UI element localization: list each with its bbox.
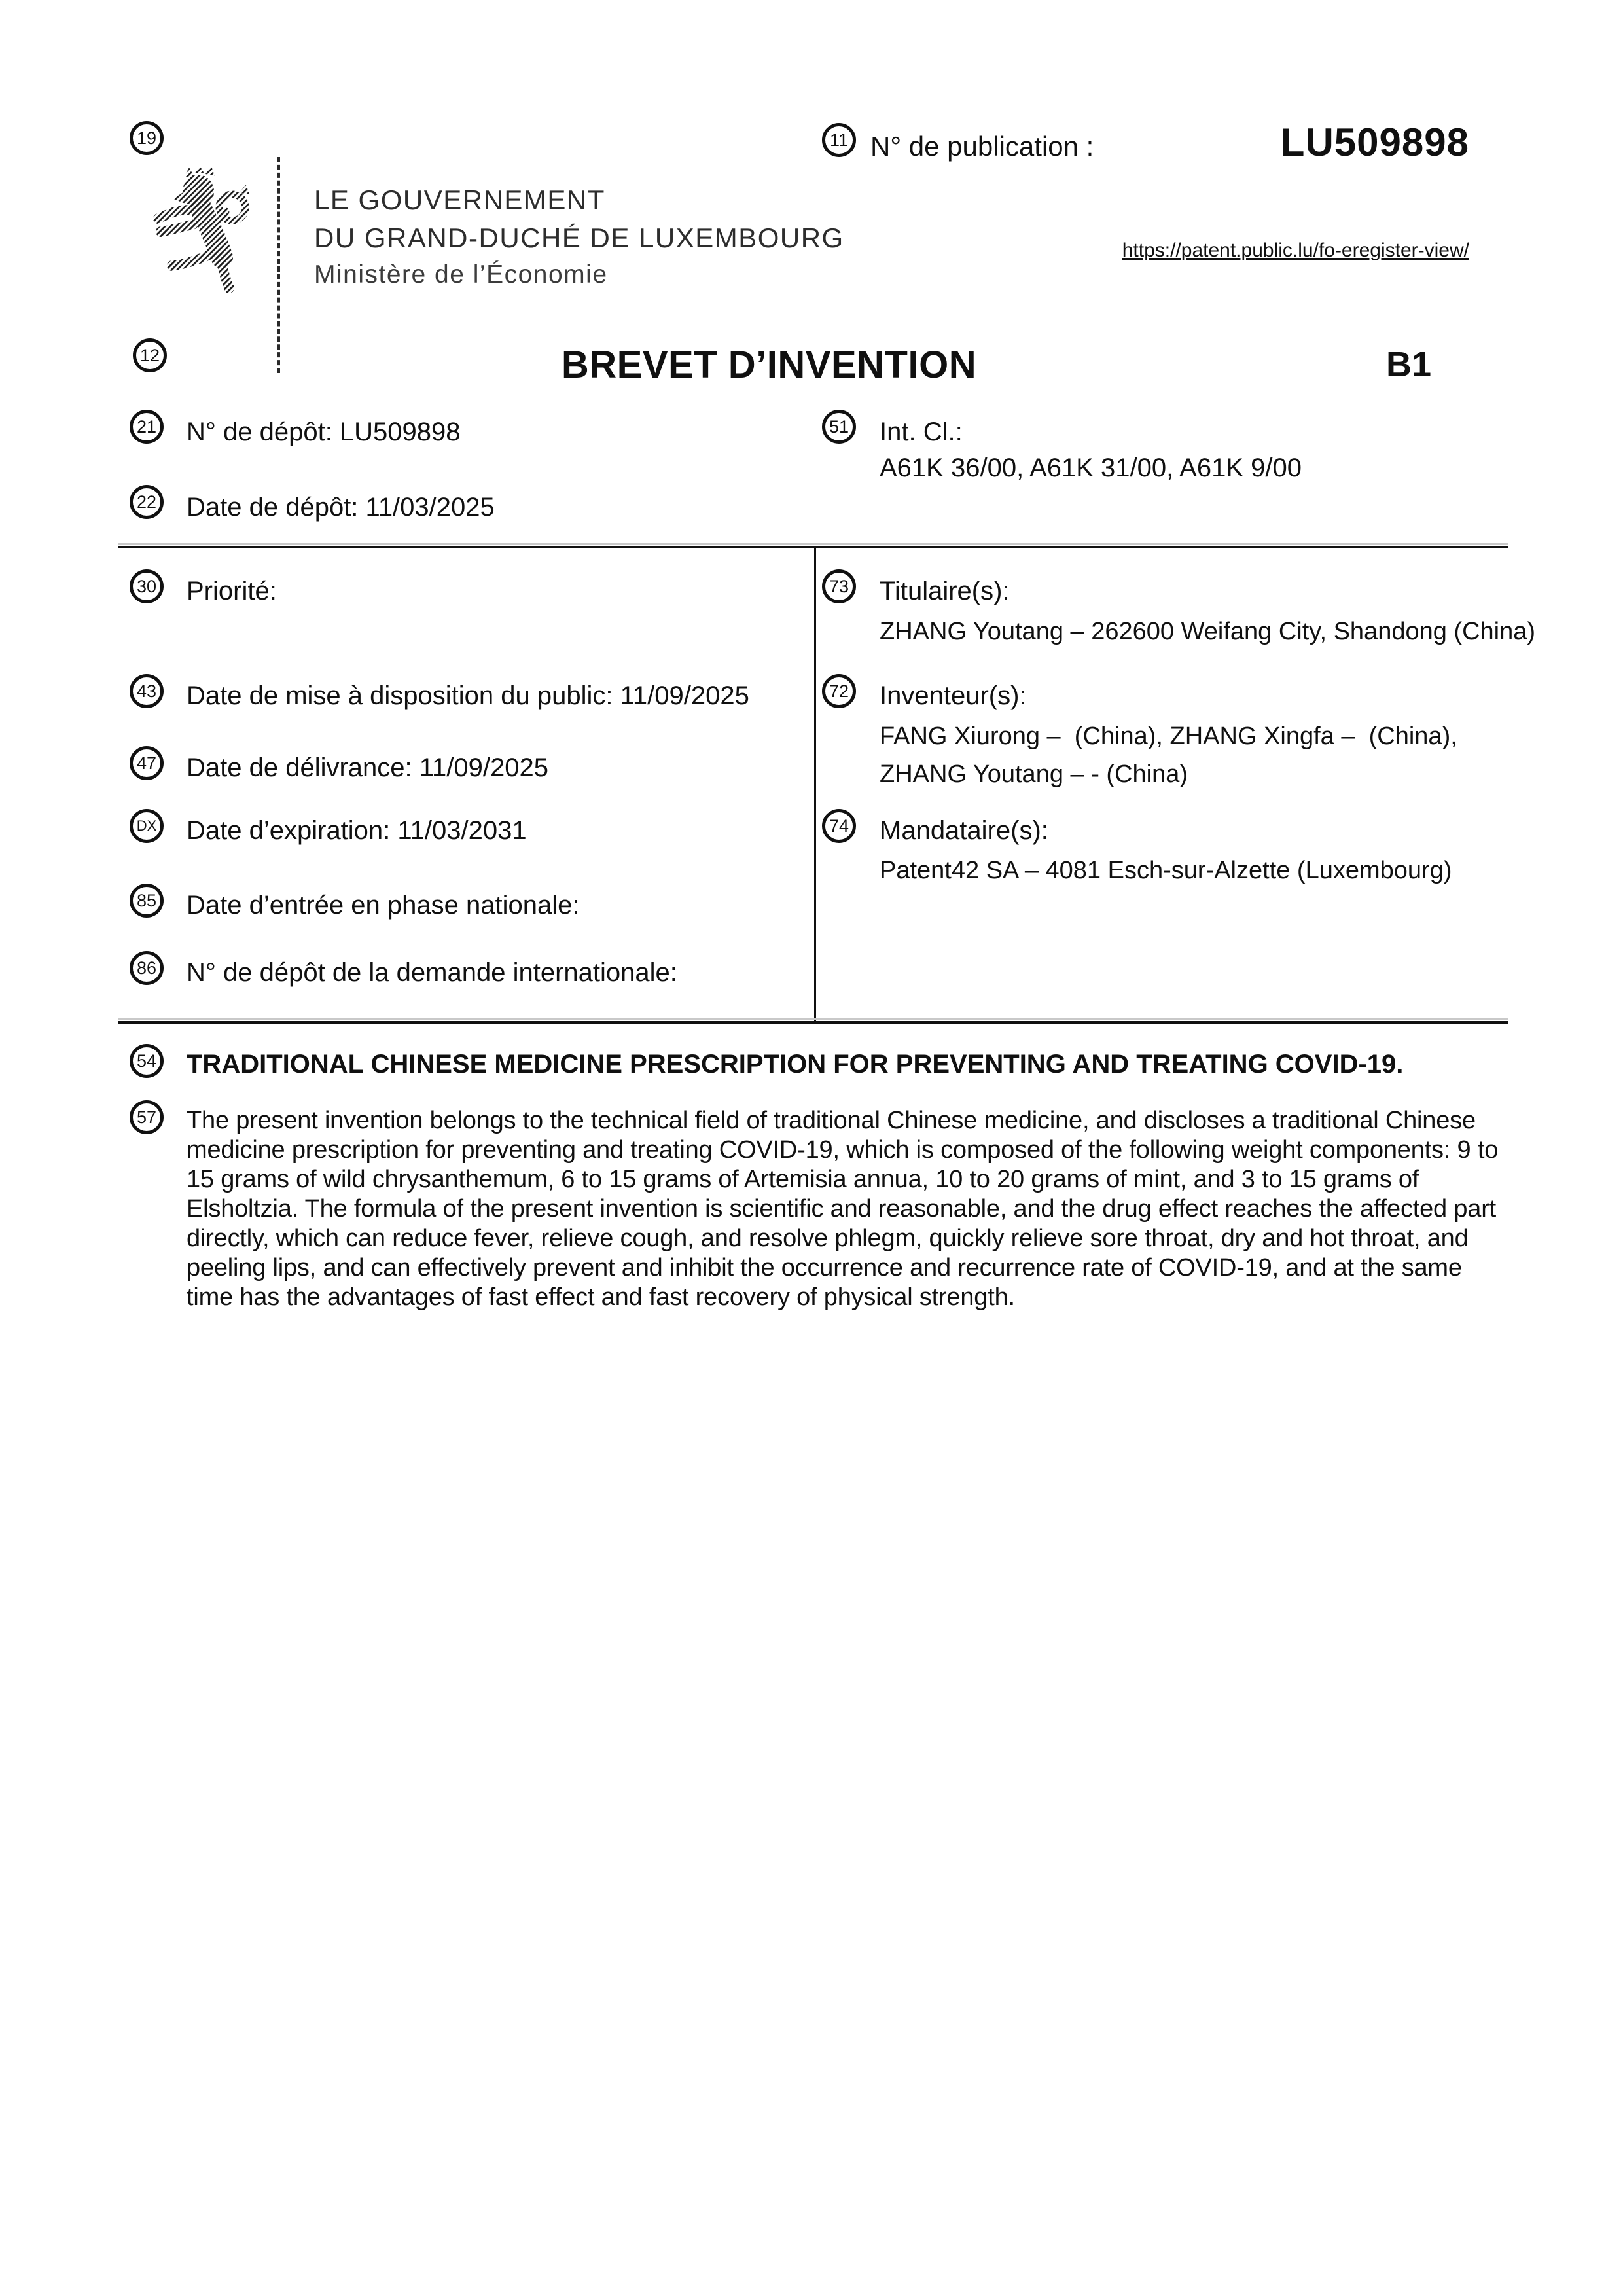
inid-badge-74 bbox=[822, 809, 856, 843]
inid-code-11: 11 bbox=[829, 130, 849, 150]
inid-badge-21 bbox=[130, 410, 164, 444]
inid-badge-22 bbox=[130, 485, 164, 519]
inid-badge-57 bbox=[130, 1100, 164, 1134]
inventors-line-2: ZHANG Youtang – - (China) bbox=[880, 761, 1188, 788]
inid-badge-dx bbox=[130, 809, 164, 843]
inid-code-43: 43 bbox=[136, 681, 157, 701]
int-cl-values: A61K 36/00, A61K 31/00, A61K 9/00 bbox=[880, 454, 1302, 482]
deposit-number: N° de dépôt: LU509898 bbox=[187, 418, 461, 446]
kind-code: B1 bbox=[1386, 345, 1432, 384]
grant-date: Date de délivrance: 11/09/2025 bbox=[187, 753, 548, 782]
inid-badge-73 bbox=[822, 569, 856, 603]
government-ministry-line: Ministère de l’Économie bbox=[314, 260, 608, 289]
document-type-title: BREVET D’INVENTION bbox=[561, 344, 977, 386]
inid-code-47: 47 bbox=[136, 753, 157, 773]
publication-number-label: N° de publication : bbox=[870, 131, 1094, 162]
inid-badge-19 bbox=[130, 121, 164, 155]
inid-code-72: 72 bbox=[829, 681, 849, 701]
inid-code-30: 30 bbox=[136, 576, 157, 596]
public-availability-date: Date de mise à disposition du public: 11/09/2025 bbox=[187, 681, 749, 710]
register-link[interactable]: https://patent.public.lu/fo-eregister-view/ bbox=[1122, 240, 1469, 261]
inid-badge-85 bbox=[130, 884, 164, 918]
inid-badge-86 bbox=[130, 951, 164, 985]
inid-code-54: 54 bbox=[136, 1050, 157, 1071]
inid-code-85: 85 bbox=[136, 890, 157, 910]
publication-number-value: LU509898 bbox=[1280, 120, 1469, 164]
logo-divider bbox=[277, 157, 280, 373]
inid-code-22: 22 bbox=[136, 492, 157, 512]
international-application-number: N° de dépôt de la demande internationale: bbox=[187, 958, 677, 987]
inid-code-19: 19 bbox=[136, 128, 157, 148]
holders-label: Titulaire(s): bbox=[880, 577, 1010, 605]
inid-code-dx: DX bbox=[136, 817, 157, 834]
inid-code-86: 86 bbox=[136, 958, 157, 978]
inid-badge-30 bbox=[130, 569, 164, 603]
inventors-line-1: FANG Xiurong – (China), ZHANG Xingfa – (China), bbox=[880, 723, 1457, 750]
inid-code-74: 74 bbox=[829, 816, 849, 836]
national-phase-date: Date d’entrée en phase nationale: bbox=[187, 891, 580, 920]
invention-title: TRADITIONAL CHINESE MEDICINE PRESCRIPTION FOR PREVENTING AND TREATING COVID-19. bbox=[187, 1050, 1404, 1079]
inid-badge-54 bbox=[130, 1044, 164, 1078]
deposit-date: Date de dépôt: 11/03/2025 bbox=[187, 493, 495, 522]
inid-badge-47 bbox=[130, 746, 164, 780]
inid-badge-11 bbox=[822, 123, 856, 157]
government-name-line2: DU GRAND-DUCHÉ DE LUXEMBOURG bbox=[314, 223, 844, 253]
table-border-top bbox=[118, 546, 1508, 548]
inid-badge-51 bbox=[822, 410, 856, 444]
inventors-label: Inventeur(s): bbox=[880, 681, 1027, 710]
holders-value: ZHANG Youtang – 262600 Weifang City, Shandong (China) bbox=[880, 618, 1536, 645]
expiration-date: Date d’expiration: 11/03/2031 bbox=[187, 816, 527, 845]
table-border-top-hairline bbox=[118, 543, 1508, 545]
priority-field: Priorité: bbox=[187, 577, 277, 605]
representatives-value: Patent42 SA – 4081 Esch-sur-Alzette (Luxembourg) bbox=[880, 857, 1452, 884]
inid-code-57: 57 bbox=[136, 1107, 157, 1127]
inid-code-73: 73 bbox=[829, 576, 849, 596]
abstract-text: The present invention belongs to the technical field of traditional Chinese medicine, and discloses a traditional Chinese medicine prescription for preventing and treating COVID-19, which is composed of the following weight components: 9 to 15 grams of wild chrysanthemum, 6 to 15 grams of Artemisia annua, 10 to 20 grams of mint, and 3 to 15 grams of Elsholtzia. The formula of the present invention is scientific and reasonable, and the drug effect reaches the affected part directly, which can reduce fever, relieve cough, and resolve phlegm, quickly relieve sore throat, dry and hot throat, and peeling lips, and can effectively prevent and inhibit the occurrence and recurrence rate of COVID-19, and at the same time has the advantages of fast effect and fast recovery of physical strength. bbox=[187, 1107, 1499, 1311]
table-border-bottom bbox=[118, 1021, 1508, 1024]
lion-emblem-icon bbox=[152, 166, 252, 294]
inid-badge-43 bbox=[130, 674, 164, 708]
int-cl-label: Int. Cl.: bbox=[880, 418, 963, 446]
representatives-label: Mandataire(s): bbox=[880, 816, 1048, 845]
inid-badge-72 bbox=[822, 674, 856, 708]
inid-code-51: 51 bbox=[829, 416, 849, 437]
inid-code-21: 21 bbox=[136, 416, 157, 437]
table-column-divider bbox=[814, 548, 816, 1021]
government-name-line1: LE GOUVERNEMENT bbox=[314, 185, 605, 215]
table-border-bottom-hairline bbox=[118, 1018, 1508, 1020]
inid-code-12: 12 bbox=[139, 345, 160, 365]
